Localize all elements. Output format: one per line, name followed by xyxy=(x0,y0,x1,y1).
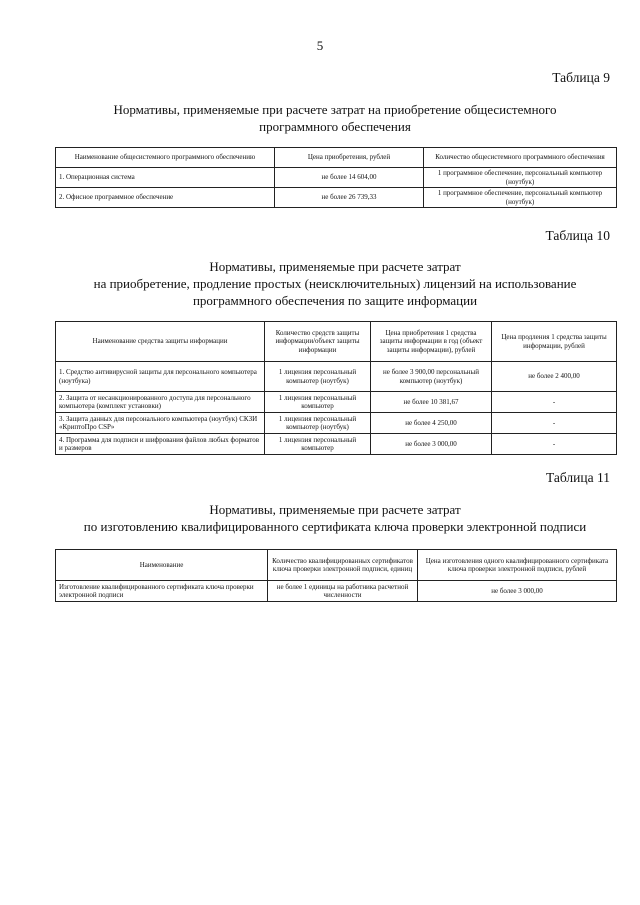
table-10-cell: 1 лицензия персональный компьютер (ноутбук) xyxy=(265,362,371,392)
table-10-cell: 2. Защита от несанкционированного доступа для персонального компьютера (комплект установки) xyxy=(56,392,265,413)
table-row xyxy=(56,413,617,434)
table-10-cell: - xyxy=(492,413,617,434)
table-10-header: Цена приобретения 1 средства защиты информации в год (объект защиты информации), рублей xyxy=(371,322,492,362)
table-11-cell: не более 3 000,00 xyxy=(418,581,617,602)
table-9-cell: 1 программное обеспечение, персональный компьютер (ноутбук) xyxy=(424,168,617,188)
table-10-label: Таблица 10 xyxy=(545,228,610,243)
table-10-cell: 3. Защита данных для персонального компьютера (ноутбук) СКЗИ «КриптоПро CSP» xyxy=(56,413,265,434)
table-10-cell: не более 3 900,00 персональный компьютер (ноутбук) xyxy=(371,362,492,392)
table-11-cell: не более 1 единицы на работника расчетной численности xyxy=(268,581,418,602)
table-9-cell: 1. Операционная система xyxy=(56,168,275,188)
table-9-cell: не более 14 604,00 xyxy=(275,168,424,188)
table-9-label: Таблица 9 xyxy=(552,70,610,85)
table-9-cell: не более 26 739,33 xyxy=(275,188,424,208)
table-10-title-line: программного обеспечения по защите информации xyxy=(192,293,478,308)
table-9-cell: 2. Офисное программное обеспечение xyxy=(56,188,275,208)
table-10-header: Количество средств защиты информации/объект защиты информации xyxy=(265,322,371,362)
table-11-title-line: по изготовлению квалифицированного сертификата ключа проверки электронной подписи xyxy=(83,519,587,534)
table-10-title-line: Нормативы, применяемые при расчете затрат xyxy=(209,259,461,274)
table-11-header: Наименование xyxy=(56,550,268,581)
table-10-cell: не более 2 400,00 xyxy=(492,362,617,392)
table-row xyxy=(56,168,617,188)
table-row xyxy=(56,362,617,392)
table-10-cell: 1. Средство антивирусной защиты для персонального компьютера (ноутбука) xyxy=(56,362,265,392)
table-11-header: Количество квалифицированных сертификатов ключа проверки электронной подписи, единиц xyxy=(268,550,418,581)
table-10-header: Наименование средства защиты информации xyxy=(56,322,265,362)
table-10-cell: не более 4 250,00 xyxy=(371,413,492,434)
table-10-cell: 1 лицензия персональный компьютер xyxy=(265,434,371,455)
table-10-cell: 4. Программа для подписи и шифрования файлов любых форматов и размеров xyxy=(56,434,265,455)
table-10-title xyxy=(40,258,630,309)
table-9-title-line: программного обеспечения xyxy=(259,119,411,134)
table-10 xyxy=(55,321,617,455)
table-row xyxy=(56,581,617,602)
table-10-cell: не более 10 381,67 xyxy=(371,392,492,413)
table-10-cell: не более 3 000,00 xyxy=(371,434,492,455)
table-11-title xyxy=(40,501,630,535)
table-11-label: Таблица 11 xyxy=(546,470,610,485)
table-10-cell: - xyxy=(492,392,617,413)
table-row xyxy=(56,188,617,208)
table-10-cell: 1 лицензия персональный компьютер xyxy=(265,392,371,413)
table-11 xyxy=(55,549,617,602)
table-10-header: Цена продления 1 средства защиты информации, рублей xyxy=(492,322,617,362)
table-10-cell: - xyxy=(492,434,617,455)
table-10-cell: 1 лицензия персональный компьютер (ноутбук) xyxy=(265,413,371,434)
table-9-title xyxy=(40,101,630,135)
table-11-header: Цена изготовления одного квалифицированного сертификата ключа проверки электронной подписи, рублей xyxy=(418,550,617,581)
table-9-header: Наименование общесистемного программного обеспечению xyxy=(56,148,275,168)
table-row xyxy=(56,392,617,413)
page-number: 5 xyxy=(316,38,324,53)
table-9-header: Количество общесистемного программного обеспечения xyxy=(424,148,617,168)
table-9-header: Цена приобретения, рублей xyxy=(275,148,424,168)
table-9-title-line: Нормативы, применяемые при расчете затрат на приобретение общесистемного xyxy=(113,102,557,117)
table-9 xyxy=(55,147,617,208)
table-11-cell: Изготовление квалифицированного сертификата ключа проверки электронной подписи xyxy=(56,581,268,602)
table-row xyxy=(56,434,617,455)
table-11-title-line: Нормативы, применяемые при расчете затрат xyxy=(209,502,461,517)
table-10-title-line: на приобретение, продление простых (неисключительных) лицензий на использование xyxy=(93,276,577,291)
table-9-cell: 1 программное обеспечение, персональный компьютер (ноутбук) xyxy=(424,188,617,208)
